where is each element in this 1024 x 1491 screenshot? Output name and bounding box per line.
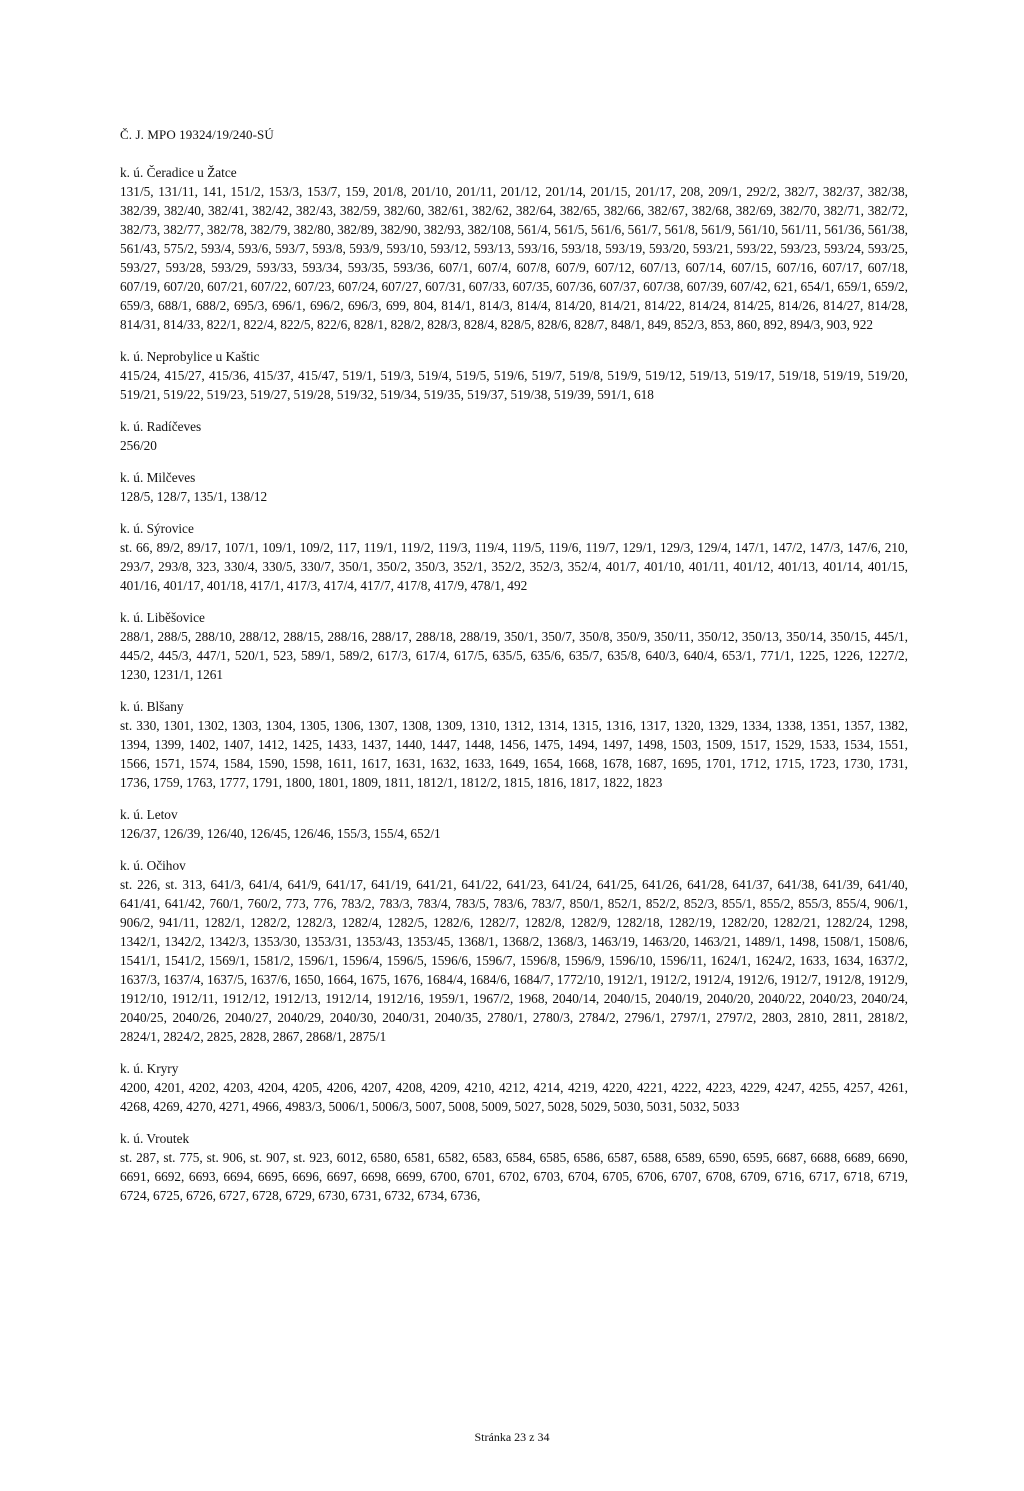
cadastral-section-syrovice — [120, 519, 908, 595]
section-title: k. ú. Sýrovice — [120, 521, 194, 536]
parcel-list: st. 226, st. 313, 641/3, 641/4, 641/9, 641/17, 641/19, 641/21, 641/22, 641/23, 641/24, 641/25, 641/26, 641/28, 641/37, 641/38, 641/39, 641/40, 641/41, 641/42, 760/1, 760/2, 773, 776, 783/2, 783/3, 783/4, 783/5, 783/6, 783/7, 850/1, 852/1, 852/2, 852/3, 855/1, 855/2, 855/3, 855/4, 906/1, 906/2, 941/11, 1282/1, 1282/2, 1282/3, 1282/4, 1282/5, 1282/6, 1282/7, 1282/8, 1282/9, 1282/18, 1282/19, 1282/20, 1282/21, 1282/24, 1298, 1342/1, 1342/2, 1342/3, 1353/30, 1353/31, 1353/43, 1353/45, 1368/1, 1368/2, 1368/3, 1463/19, 1463/20, 1463/21, 1489/1, 1498, 1508/1, 1508/6, 1541/1, 1541/2, 1569/1, 1581/2, 1596/1, 1596/4, 1596/5, 1596/6, 1596/7, 1596/8, 1596/9, 1596/10, 1596/11, 1624/1, 1624/2, 1633, 1634, 1637/2, 1637/3, 1637/4, 1637/5, 1637/6, 1650, 1664, 1675, 1676, 1684/4, 1684/6, 1684/7, 1772/10, 1912/1, 1912/2, 1912/4, 1912/6, 1912/7, 1912/8, 1912/9, 1912/10, 1912/11, 1912/12, 1912/13, 1912/14, 1912/16, 1959/1, 1967/2, 1968, 2040/14, 2040/15, 2040/19, 2040/20, 2040/22, 2040/23, 2040/24, 2040/25, 2040/26, 2040/27, 2040/29, 2040/30, 2040/31, 2040/35, 2780/1, 2780/3, 2784/2, 2796/1, 2797/1, 2797/2, 2803, 2810, 2811, 2818/2, 2824/1, 2824/2, 2825, 2828, 2867, 2868/1, 2875/1 — [120, 877, 908, 1044]
parcel-list: 288/1, 288/5, 288/10, 288/12, 288/15, 288/16, 288/17, 288/18, 288/19, 350/1, 350/7, 350/8, 350/9, 350/11, 350/12, 350/13, 350/14, 350/15, 445/1, 445/2, 445/3, 447/1, 520/1, 523, 589/1, 589/2, 617/3, 617/4, 617/5, 635/5, 635/6, 635/7, 635/8, 640/3, 640/4, 653/1, 771/1, 1225, 1226, 1227/2, 1230, 1231/1, 1261 — [120, 629, 908, 682]
section-title: k. ú. Liběšovice — [120, 610, 205, 625]
parcel-list: 126/37, 126/39, 126/40, 126/45, 126/46, 155/3, 155/4, 652/1 — [120, 826, 441, 841]
section-title: k. ú. Letov — [120, 807, 178, 822]
cadastral-section-blsany — [120, 697, 908, 792]
section-title: k. ú. Blšany — [120, 699, 184, 714]
parcel-list: 4200, 4201, 4202, 4203, 4204, 4205, 4206, 4207, 4208, 4209, 4210, 4212, 4214, 4219, 4220, 4221, 4222, 4223, 4229, 4247, 4255, 4257, 4261, 4268, 4269, 4270, 4271, 4966, 4983/3, 5006/1, 5006/3, 5007, 5008, 5009, 5027, 5028, 5029, 5030, 5031, 5032, 5033 — [120, 1080, 908, 1114]
cadastral-section-radiceves — [120, 417, 908, 455]
section-title: k. ú. Očihov — [120, 858, 186, 873]
page-number: Stránka 23 z 34 — [474, 1430, 550, 1444]
parcel-list: st. 287, st. 775, st. 906, st. 907, st. 923, 6012, 6580, 6581, 6582, 6583, 6584, 6585, 6586, 6587, 6588, 6589, 6590, 6595, 6687, 6688, 6689, 6690, 6691, 6692, 6693, 6694, 6695, 6696, 6697, 6698, 6699, 6700, 6701, 6702, 6703, 6704, 6705, 6706, 6707, 6708, 6709, 6716, 6717, 6718, 6719, 6724, 6725, 6726, 6727, 6728, 6729, 6730, 6731, 6732, 6734, 6736, — [120, 1150, 908, 1203]
section-title: k. ú. Neprobylice u Kaštic — [120, 349, 260, 364]
section-title: k. ú. Kryry — [120, 1061, 179, 1076]
parcel-list: 131/5, 131/11, 141, 151/2, 153/3, 153/7, 159, 201/8, 201/10, 201/11, 201/12, 201/14, 201/15, 201/17, 208, 209/1, 292/2, 382/7, 382/37, 382/38, 382/39, 382/40, 382/41, 382/42, 382/43, 382/59, 382/60, 382/61, 382/62, 382/64, 382/65, 382/66, 382/67, 382/68, 382/69, 382/70, 382/71, 382/72, 382/73, 382/77, 382/78, 382/79, 382/80, 382/89, 382/90, 382/93, 382/108, 561/4, 561/5, 561/6, 561/7, 561/8, 561/9, 561/10, 561/11, 561/36, 561/38, 561/43, 575/2, 593/4, 593/6, 593/7, 593/8, 593/9, 593/10, 593/12, 593/13, 593/16, 593/18, 593/19, 593/20, 593/21, 593/22, 593/23, 593/24, 593/25, 593/27, 593/28, 593/29, 593/33, 593/34, 593/35, 593/36, 607/1, 607/4, 607/8, 607/9, 607/12, 607/13, 607/14, 607/15, 607/16, 607/17, 607/18, 607/19, 607/20, 607/21, 607/22, 607/23, 607/24, 607/27, 607/31, 607/33, 607/35, 607/36, 607/37, 607/38, 607/39, 607/42, 621, 654/1, 659/1, 659/2, 659/3, 688/1, 688/2, 695/3, 696/1, 696/2, 696/3, 699, 804, 814/1, 814/3, 814/4, 814/20, 814/21, 814/22, 814/24, 814/25, 814/26, 814/27, 814/28, 814/31, 814/33, 822/1, 822/4, 822/5, 822/6, 828/1, 828/2, 828/3, 828/4, 828/5, 828/6, 828/7, 848/1, 849, 852/3, 853, 860, 892, 894/3, 903, 922 — [120, 184, 908, 332]
document-reference: Č. J. MPO 19324/19/240-SÚ — [120, 127, 274, 142]
cadastral-list — [120, 163, 908, 1218]
section-title: k. ú. Milčeves — [120, 470, 196, 485]
parcel-list: 415/24, 415/27, 415/36, 415/37, 415/47, 519/1, 519/3, 519/4, 519/5, 519/6, 519/7, 519/8, 519/9, 519/12, 519/13, 519/17, 519/18, 519/19, 519/20, 519/21, 519/22, 519/23, 519/27, 519/28, 519/32, 519/34, 519/35, 519/37, 519/38, 519/39, 591/1, 618 — [120, 368, 908, 402]
cadastral-section-libesovice — [120, 608, 908, 684]
cadastral-section-vroutek — [120, 1129, 908, 1205]
parcel-list: 128/5, 128/7, 135/1, 138/12 — [120, 489, 268, 504]
cadastral-section-letov — [120, 805, 908, 843]
parcel-list: 256/20 — [120, 438, 157, 453]
cadastral-section-neprobylice — [120, 347, 908, 404]
cadastral-section-kryry — [120, 1059, 908, 1116]
section-title: k. ú. Čeradice u Žatce — [120, 165, 237, 180]
cadastral-section-milceves — [120, 468, 908, 506]
section-title: k. ú. Vroutek — [120, 1131, 190, 1146]
parcel-list: st. 66, 89/2, 89/17, 107/1, 109/1, 109/2, 117, 119/1, 119/2, 119/3, 119/4, 119/5, 119/6, 119/7, 129/1, 129/3, 129/4, 147/1, 147/2, 147/3, 147/6, 210, 293/7, 293/8, 323, 330/4, 330/5, 330/7, 350/1, 350/2, 350/3, 352/1, 352/2, 352/3, 352/4, 401/7, 401/10, 401/11, 401/12, 401/13, 401/14, 401/15, 401/16, 401/17, 401/18, 417/1, 417/3, 417/4, 417/7, 417/8, 417/9, 478/1, 492 — [120, 540, 908, 593]
parcel-list: st. 330, 1301, 1302, 1303, 1304, 1305, 1306, 1307, 1308, 1309, 1310, 1312, 1314, 1315, 1316, 1317, 1320, 1329, 1334, 1338, 1351, 1357, 1382, 1394, 1399, 1402, 1407, 1412, 1425, 1433, 1437, 1440, 1447, 1448, 1456, 1475, 1494, 1497, 1498, 1503, 1509, 1517, 1529, 1533, 1534, 1551, 1566, 1571, 1574, 1584, 1590, 1598, 1611, 1617, 1631, 1632, 1633, 1649, 1654, 1668, 1678, 1687, 1695, 1701, 1712, 1715, 1723, 1730, 1731, 1736, 1759, 1763, 1777, 1791, 1800, 1801, 1809, 1811, 1812/1, 1812/2, 1815, 1816, 1817, 1822, 1823 — [120, 718, 908, 790]
section-title: k. ú. Radíčeves — [120, 419, 202, 434]
cadastral-section-ocihov — [120, 856, 908, 1046]
cadastral-section-ceradice — [120, 163, 908, 334]
